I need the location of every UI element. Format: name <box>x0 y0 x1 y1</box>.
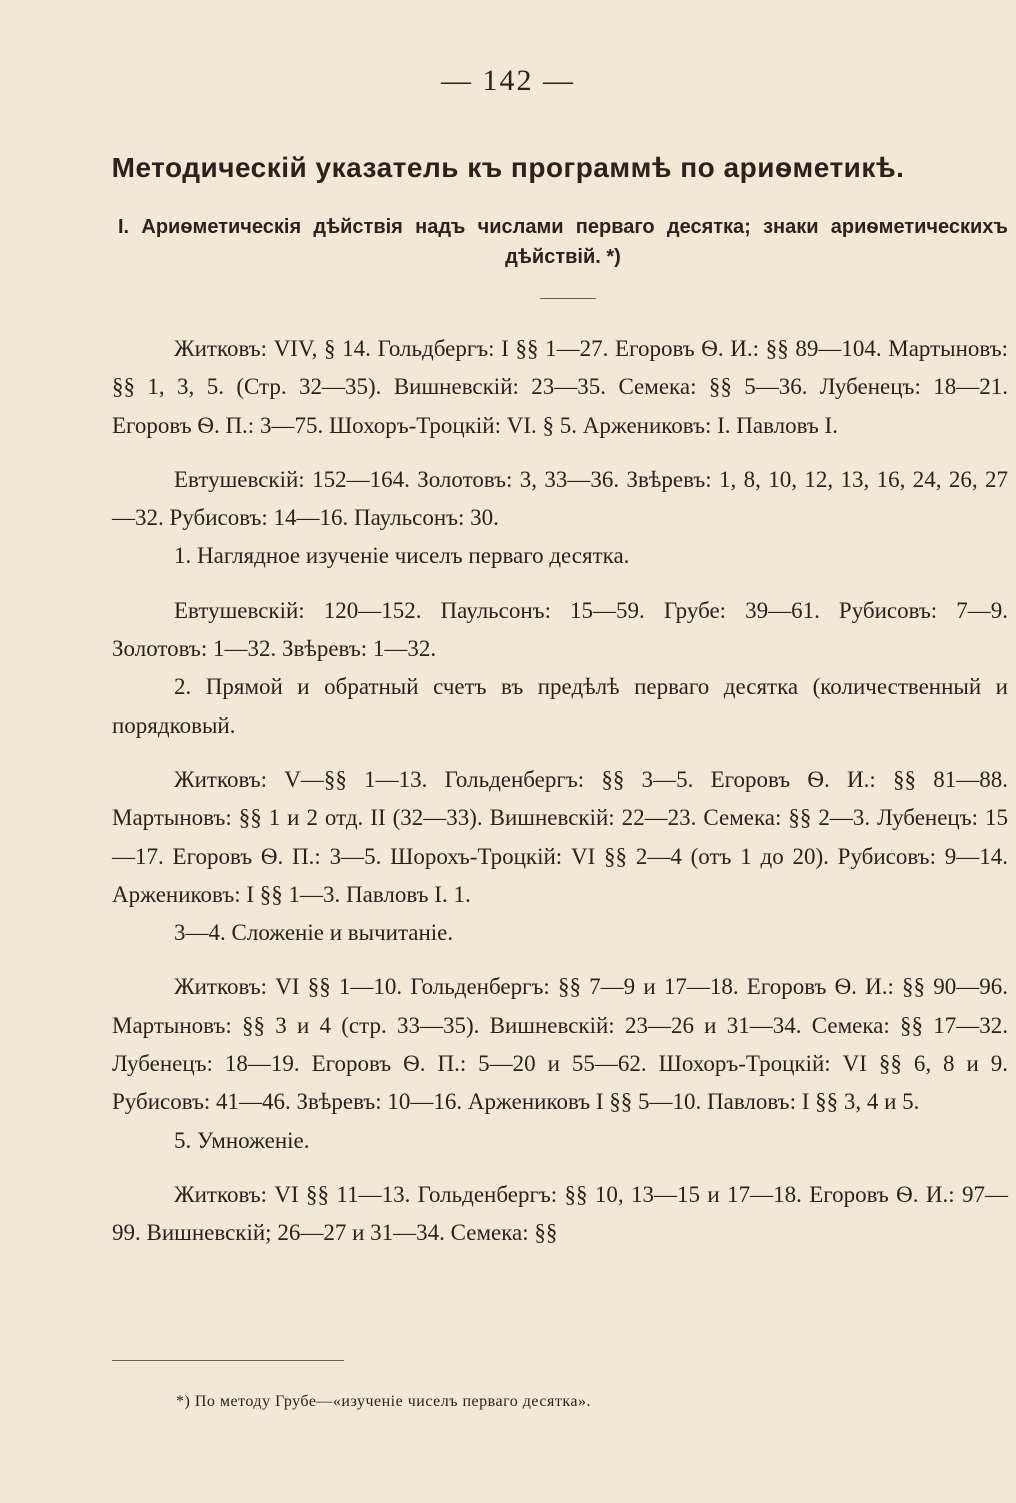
section-heading: I. Ариѳметическія дѣйствія надъ числами перваго десятка; знаки ариѳметическихъ дѣйствій. *) <box>118 216 1008 268</box>
subsection-heading: 2. Прямой и обратный счетъ въ предѣлѣ перваго десятка (количественный и порядковый. <box>112 674 1008 738</box>
footnote-divider <box>112 1360 344 1361</box>
paragraph-references: Житковъ: VIV, § 14. Гольдбергъ: I §§ 1—27. Егоровъ Ѳ. И.: §§ 89—104. Мартыновъ: §§ 1, 3, 5. (Стр. 32—35). Вишневскій: 23—35. Семека: §§ 5—36. Лубенецъ: 18—21. Егоровъ Ѳ. П.: 3—75. Шохоръ-Троцкій: VI. § 5. Аржениковъ: I. Павловъ I. <box>112 336 1008 438</box>
paragraph-references: Евтушевскій: 120—152. Паульсонъ: 15—59. Грубе: 39—61. Рубисовъ: 7—9. Золотовъ: 1—32. Звѣревъ: 1—32. <box>112 597 1008 662</box>
footnote: *) По методу Грубе—«изученіе чиселъ перваго десятка». <box>176 1393 591 1410</box>
subsection-heading: 3—4. Сложеніе и вычитаніе. <box>174 920 454 946</box>
subsection-heading: 5. Умноженіе. <box>174 1127 310 1153</box>
body-text <box>112 330 1008 1253</box>
divider <box>540 298 596 299</box>
paragraph-references: Житковъ: V—§§ 1—13. Гольденбергъ: §§ 3—5. Егоровъ Ѳ. И.: §§ 81—88. Мартыновъ: §§ 1 и 2 отд. II (32—33). Вишневскій: 22—23. Семека: §§ 2—3. Лубенецъ: 15—17. Егоровъ Ѳ. П.: 3—5. Шорохъ-Троцкій: VI §§ 2—4 (отъ 1 до 20). Рубисовъ: 9—14. Аржениковъ: I §§ 1—3. Павловъ I. 1. <box>112 766 1008 907</box>
page-title: Методическій указатель къ программѣ по ариѳметикѣ. <box>111 152 905 183</box>
paragraph-references: Житковъ: VI §§ 1—10. Гольденбергъ: §§ 7—9 и 17—18. Егоровъ Ѳ. И.: §§ 90—96. Мартыновъ: §§ 3 и 4 (стр. 33—35). Вишневскій: 23—26 и 31—34. Семека: §§ 17—32. Лубенецъ: 18—19. Егоровъ Ѳ. П.: 5—20 и 55—62. Шохоръ-Троцкій: VI §§ 6, 8 и 9. Рубисовъ: 41—46. Звѣревъ: 10—16. Аржениковъ I §§ 5—10. Павловъ: I §§ 3, 4 и 5. <box>112 974 1008 1115</box>
subsection-heading: 1. Наглядное изученіе чиселъ перваго десятка. <box>174 543 630 569</box>
paragraph-references: Житковъ: VI §§ 11—13. Гольденбергъ: §§ 10, 13—15 и 17—18. Егоровъ Ѳ. И.: 97—99. Вишневскій; 26—27 и 31—34. Семека: §§ <box>112 1181 1008 1246</box>
page-number: — 142 — <box>441 64 575 97</box>
paragraph-references: Евтушевскій: 152—164. Золотовъ: 3, 33—36. Звѣревъ: 1, 8, 10, 12, 13, 16, 24, 26, 27—32. Рубисовъ: 14—16. Паульсонъ: 30. <box>112 466 1008 531</box>
